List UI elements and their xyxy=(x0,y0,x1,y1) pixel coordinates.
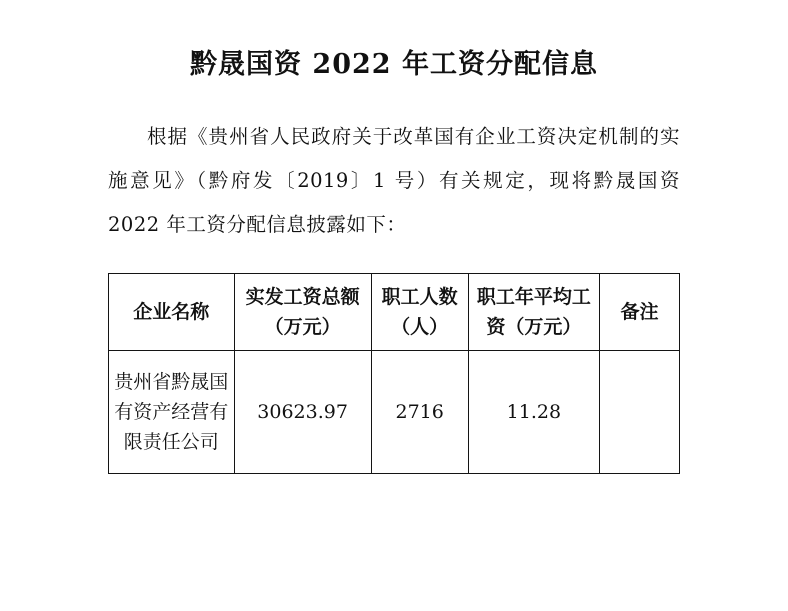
wage-distribution-table xyxy=(108,273,680,474)
cell-total-wage: 30623.97 xyxy=(234,351,371,474)
header-remark: 备注 xyxy=(600,274,680,351)
header-company: 企业名称 xyxy=(109,274,235,351)
cell-avg-wage: 11.28 xyxy=(468,351,599,474)
header-total-wage: 实发工资总额（万元） xyxy=(234,274,371,351)
table-row xyxy=(109,351,680,474)
intro-paragraph: 根据《贵州省人民政府关于改革国有企业工资决定机制的实施意见》（黔府发〔2019〕1 号）有关规定，现将黔晟国资 2022 年工资分配信息披露如下： xyxy=(108,125,680,236)
header-staff-count: 职工人数（人） xyxy=(371,274,468,351)
header-avg-wage: 职工年平均工资（万元） xyxy=(468,274,599,351)
cell-staff-count: 2716 xyxy=(371,351,468,474)
page-title: 黔晟国资 2022 年工资分配信息 xyxy=(190,49,598,80)
cell-remark xyxy=(600,351,680,474)
table-header-row xyxy=(109,274,680,351)
wage-table-wrapper xyxy=(108,247,680,474)
cell-company: 贵州省黔晟国有资产经营有限责任公司 xyxy=(109,351,235,474)
